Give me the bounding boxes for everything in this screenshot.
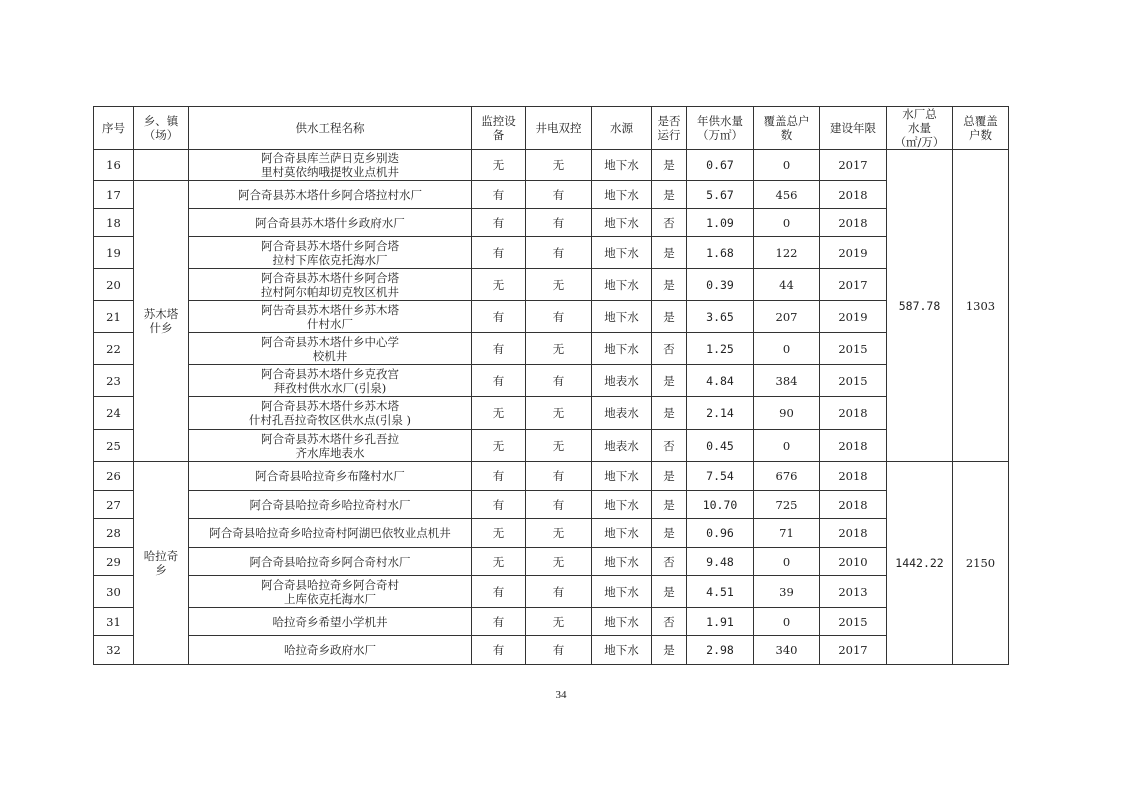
col-header-total-households: 总覆盖 户数: [953, 107, 1009, 150]
row-number: 19: [94, 237, 134, 269]
col-header-town: 乡、镇 （场）: [134, 107, 189, 150]
running-status: 是: [652, 150, 687, 181]
annual-supply: 0.45: [687, 430, 754, 462]
monitor-value: 有: [472, 181, 526, 209]
water-source: 地下水: [592, 150, 652, 181]
col-header-no: 序号: [94, 107, 134, 150]
annual-supply: 7.54: [687, 462, 754, 491]
project-name: 阿合奇县苏木塔什乡阿合塔拉村水厂: [189, 181, 472, 209]
table-row: [94, 209, 1009, 237]
running-status: 是: [652, 237, 687, 269]
monitor-value: 有: [472, 576, 526, 608]
construction-year: 2017: [820, 636, 887, 665]
table-row: [94, 491, 1009, 519]
annual-supply: 1.68: [687, 237, 754, 269]
monitor-value: 无: [472, 548, 526, 576]
construction-year: 2015: [820, 333, 887, 365]
monitor-value: 无: [472, 269, 526, 301]
table-row: [94, 181, 1009, 209]
water-source: 地下水: [592, 333, 652, 365]
row-number: 26: [94, 462, 134, 491]
construction-year: 2018: [820, 209, 887, 237]
households-count: 0: [754, 333, 820, 365]
annual-supply: 9.48: [687, 548, 754, 576]
water-source: 地下水: [592, 519, 652, 548]
town-cell-empty: [134, 150, 189, 181]
row-number: 28: [94, 519, 134, 548]
table-row: [94, 301, 1009, 333]
dual-control-value: 无: [526, 548, 592, 576]
col-header-total-supply: 水厂总 水量 （㎡/万）: [887, 107, 953, 150]
project-name: 阿合奇县苏木塔什乡克孜宫 拜孜村供水水厂(引泉): [189, 365, 472, 397]
running-status: 否: [652, 333, 687, 365]
running-status: 否: [652, 209, 687, 237]
monitor-value: 有: [472, 209, 526, 237]
dual-control-value: 有: [526, 636, 592, 665]
row-number: 17: [94, 181, 134, 209]
households-count: 44: [754, 269, 820, 301]
running-status: 是: [652, 269, 687, 301]
col-header-year: 建设年限: [820, 107, 887, 150]
col-header-households: 覆盖总户 数: [754, 107, 820, 150]
dual-control-value: 无: [526, 333, 592, 365]
water-source: 地下水: [592, 237, 652, 269]
table-row: [94, 269, 1009, 301]
water-source: 地下水: [592, 576, 652, 608]
construction-year: 2013: [820, 576, 887, 608]
running-status: 是: [652, 301, 687, 333]
annual-supply: 10.70: [687, 491, 754, 519]
table-row: [94, 237, 1009, 269]
monitor-value: 无: [472, 519, 526, 548]
row-number: 30: [94, 576, 134, 608]
monitor-value: 有: [472, 333, 526, 365]
dual-control-value: 有: [526, 181, 592, 209]
table-row: [94, 636, 1009, 665]
water-source: 地下水: [592, 301, 652, 333]
annual-supply: 1.09: [687, 209, 754, 237]
water-source: 地下水: [592, 269, 652, 301]
col-header-monitor: 监控设 备: [472, 107, 526, 150]
table-row: [94, 333, 1009, 365]
row-number: 23: [94, 365, 134, 397]
water-source: 地表水: [592, 397, 652, 430]
households-count: 456: [754, 181, 820, 209]
row-number: 31: [94, 608, 134, 636]
water-source: 地下水: [592, 636, 652, 665]
table-row: [94, 548, 1009, 576]
project-name: 阿合奇县哈拉奇乡阿合奇村 上库依克托海水厂: [189, 576, 472, 608]
construction-year: 2019: [820, 301, 887, 333]
project-name: 阿告奇县苏木塔什乡苏木塔 什村水厂: [189, 301, 472, 333]
table-row: [94, 397, 1009, 430]
row-number: 20: [94, 269, 134, 301]
running-status: 是: [652, 519, 687, 548]
construction-year: 2015: [820, 365, 887, 397]
col-header-dual-control: 井电双控: [526, 107, 592, 150]
construction-year: 2018: [820, 491, 887, 519]
project-name: 阿合奇县哈拉奇乡阿合奇村水厂: [189, 548, 472, 576]
annual-supply: 4.84: [687, 365, 754, 397]
project-name: 阿合奇县苏木塔什乡政府水厂: [189, 209, 472, 237]
project-name: 阿合奇县苏木塔什乡阿合塔 拉村下库依克托海水厂: [189, 237, 472, 269]
row-number: 27: [94, 491, 134, 519]
running-status: 否: [652, 430, 687, 462]
dual-control-value: 有: [526, 237, 592, 269]
project-name: 阿合奇县哈拉奇乡哈拉奇村水厂: [189, 491, 472, 519]
total-households: 2150: [953, 462, 1009, 665]
monitor-value: 有: [472, 365, 526, 397]
monitor-value: 有: [472, 237, 526, 269]
construction-year: 2018: [820, 397, 887, 430]
monitor-value: 有: [472, 301, 526, 333]
dual-control-value: 有: [526, 209, 592, 237]
project-name: 阿合奇县苏木塔什乡中心学 校机井: [189, 333, 472, 365]
water-source: 地表水: [592, 430, 652, 462]
running-status: 是: [652, 491, 687, 519]
dual-control-value: 无: [526, 608, 592, 636]
construction-year: 2015: [820, 608, 887, 636]
row-number: 18: [94, 209, 134, 237]
construction-year: 2010: [820, 548, 887, 576]
project-name: 阿合奇县苏木塔什乡孔吾拉 齐水库地表水: [189, 430, 472, 462]
running-status: 是: [652, 462, 687, 491]
dual-control-value: 有: [526, 365, 592, 397]
town-name: 苏木塔 什乡: [134, 181, 189, 462]
households-count: 340: [754, 636, 820, 665]
table-body: [94, 150, 1009, 665]
table-row: [94, 608, 1009, 636]
construction-year: 2018: [820, 430, 887, 462]
project-name: 阿合奇县哈拉奇乡哈拉奇村阿湖巴依牧业点机井: [189, 519, 472, 548]
households-count: 71: [754, 519, 820, 548]
water-source: 地下水: [592, 181, 652, 209]
households-count: 207: [754, 301, 820, 333]
construction-year: 2017: [820, 269, 887, 301]
running-status: 否: [652, 608, 687, 636]
page-number: 34: [555, 689, 567, 701]
annual-supply: 5.67: [687, 181, 754, 209]
households-count: 0: [754, 608, 820, 636]
households-count: 0: [754, 209, 820, 237]
households-count: 676: [754, 462, 820, 491]
dual-control-value: 有: [526, 491, 592, 519]
water-source: 地下水: [592, 462, 652, 491]
construction-year: 2018: [820, 181, 887, 209]
running-status: 是: [652, 576, 687, 608]
col-header-running: 是否 运行: [652, 107, 687, 150]
running-status: 是: [652, 397, 687, 430]
construction-year: 2018: [820, 462, 887, 491]
annual-supply: 0.67: [687, 150, 754, 181]
households-count: 0: [754, 430, 820, 462]
project-name: 阿合奇县苏木塔什乡阿合塔 拉村阿尔帕却切克牧区机井: [189, 269, 472, 301]
annual-supply: 0.96: [687, 519, 754, 548]
water-source: 地下水: [592, 209, 652, 237]
annual-supply: 2.98: [687, 636, 754, 665]
header-row: [94, 107, 1009, 150]
annual-supply: 4.51: [687, 576, 754, 608]
row-number: 29: [94, 548, 134, 576]
town-name: 哈拉奇 乡: [134, 462, 189, 665]
water-source: 地下水: [592, 608, 652, 636]
col-header-water-source: 水源: [592, 107, 652, 150]
monitor-value: 有: [472, 608, 526, 636]
row-number: 21: [94, 301, 134, 333]
water-source: 地下水: [592, 548, 652, 576]
households-count: 725: [754, 491, 820, 519]
dual-control-value: 无: [526, 269, 592, 301]
row-number: 25: [94, 430, 134, 462]
project-name: 哈拉奇乡希望小学机井: [189, 608, 472, 636]
table-row: [94, 430, 1009, 462]
table-row: [94, 365, 1009, 397]
table-row: [94, 462, 1009, 491]
households-count: 0: [754, 548, 820, 576]
monitor-value: 无: [472, 150, 526, 181]
construction-year: 2017: [820, 150, 887, 181]
row-number: 24: [94, 397, 134, 430]
table-row: [94, 576, 1009, 608]
dual-control-value: 有: [526, 462, 592, 491]
households-count: 90: [754, 397, 820, 430]
total-households: 1303: [953, 150, 1009, 462]
running-status: 否: [652, 548, 687, 576]
row-number: 16: [94, 150, 134, 181]
monitor-value: 无: [472, 397, 526, 430]
project-name: 阿合奇县苏木塔什乡苏木塔 什村孔吾拉奇牧区供水点(引泉 ): [189, 397, 472, 430]
total-supply: 587.78: [887, 150, 953, 462]
project-name: 哈拉奇乡政府水厂: [189, 636, 472, 665]
monitor-value: 有: [472, 491, 526, 519]
monitor-value: 有: [472, 636, 526, 665]
annual-supply: 2.14: [687, 397, 754, 430]
construction-year: 2018: [820, 519, 887, 548]
running-status: 是: [652, 365, 687, 397]
table-row: [94, 150, 1009, 181]
project-name: 阿合奇县库兰萨日克乡别迭 里村莫依纳哦提牧业点机井: [189, 150, 472, 181]
households-count: 384: [754, 365, 820, 397]
households-count: 0: [754, 150, 820, 181]
dual-control-value: 无: [526, 430, 592, 462]
running-status: 是: [652, 181, 687, 209]
monitor-value: 无: [472, 430, 526, 462]
col-header-project-name: 供水工程名称: [189, 107, 472, 150]
total-supply: 1442.22: [887, 462, 953, 665]
households-count: 39: [754, 576, 820, 608]
annual-supply: 3.65: [687, 301, 754, 333]
water-source: 地下水: [592, 491, 652, 519]
table-row: [94, 519, 1009, 548]
water-supply-table: [93, 106, 1009, 665]
dual-control-value: 无: [526, 150, 592, 181]
annual-supply: 1.91: [687, 608, 754, 636]
monitor-value: 有: [472, 462, 526, 491]
dual-control-value: 无: [526, 519, 592, 548]
row-number: 32: [94, 636, 134, 665]
households-count: 122: [754, 237, 820, 269]
construction-year: 2019: [820, 237, 887, 269]
annual-supply: 0.39: [687, 269, 754, 301]
dual-control-value: 无: [526, 397, 592, 430]
annual-supply: 1.25: [687, 333, 754, 365]
dual-control-value: 有: [526, 576, 592, 608]
water-source: 地表水: [592, 365, 652, 397]
project-name: 阿合奇县哈拉奇乡布隆村水厂: [189, 462, 472, 491]
row-number: 22: [94, 333, 134, 365]
dual-control-value: 有: [526, 301, 592, 333]
running-status: 是: [652, 636, 687, 665]
col-header-annual-supply: 年供水量 （万㎡）: [687, 107, 754, 150]
